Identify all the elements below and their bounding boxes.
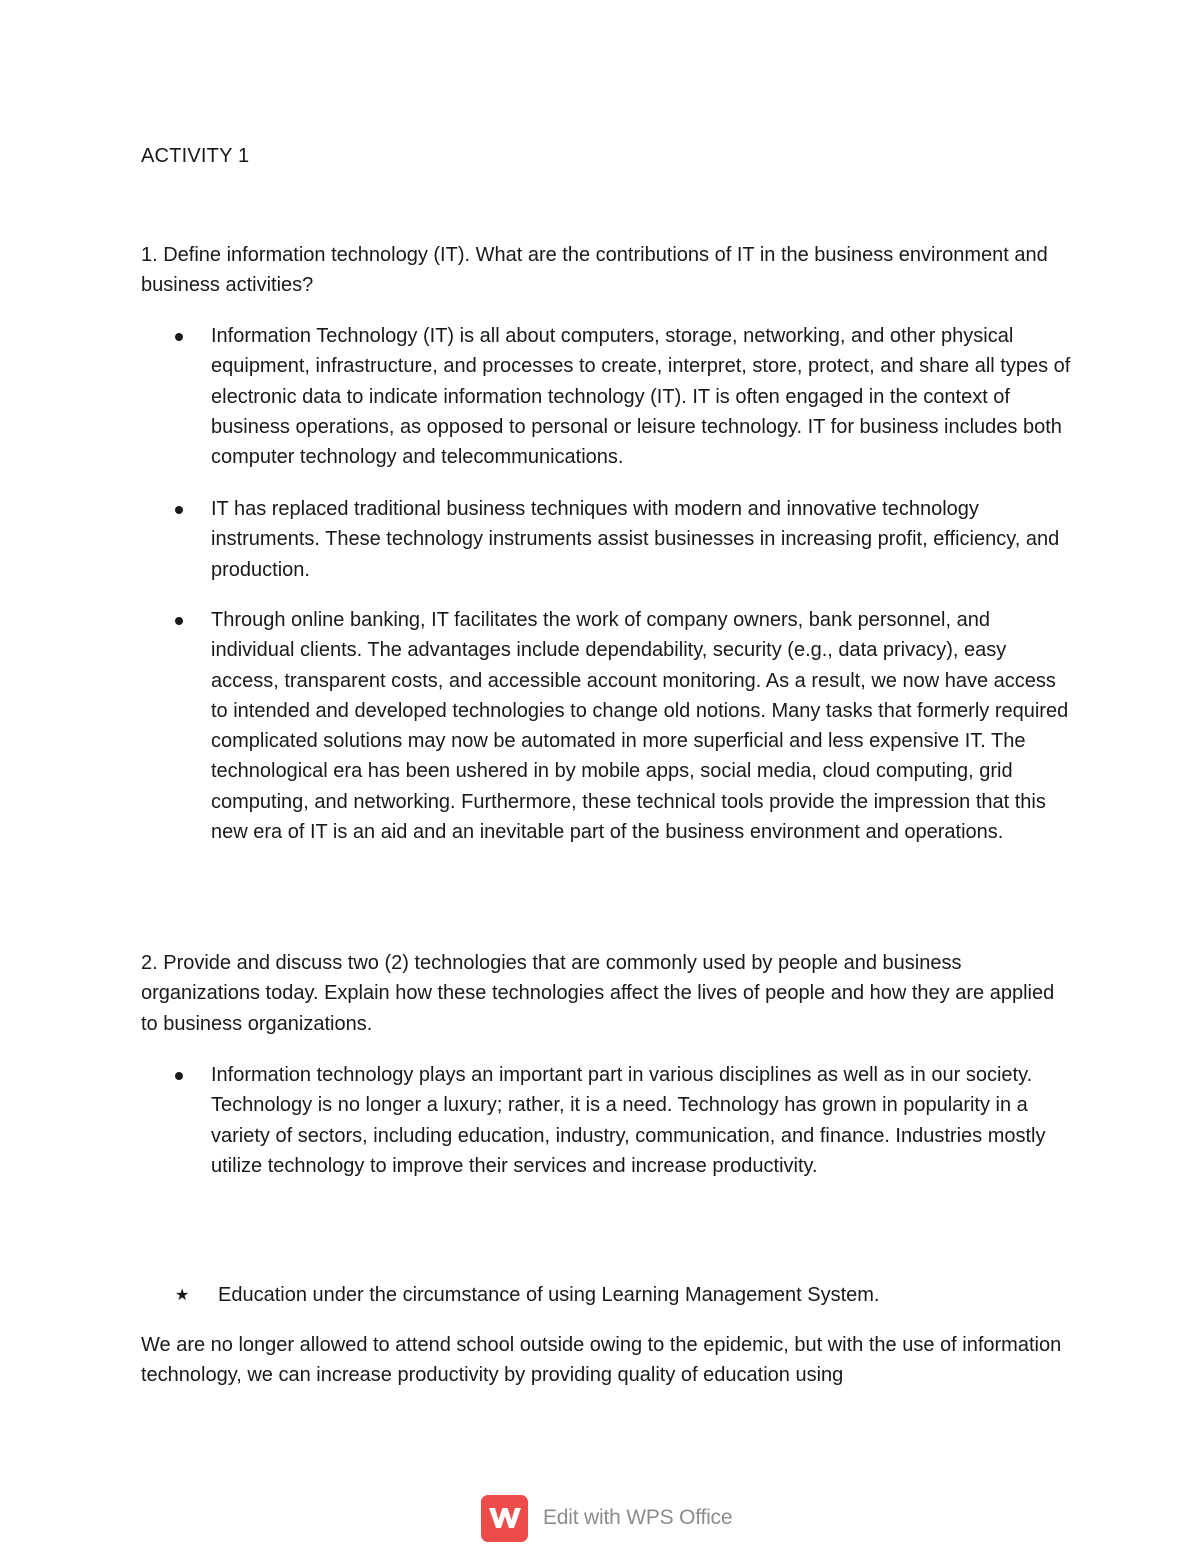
question-2: 2. Provide and discuss two (2) technologies that are commonly used by people and business organizations today. Explain how these technologies affect the lives of people and how they are applied to business organizations. — [141, 952, 1055, 1035]
star-bullet-icon: ★ — [175, 1285, 190, 1304]
list-item — [211, 605, 1071, 847]
closing-paragraph: We are no longer allowed to attend school outside owing to the epidemic, but with the use of information technology, we can increase productivity by providing quality of education using — [141, 1334, 1062, 1387]
question-1: 1. Define information technology (IT). What are the contributions of IT in the business environment and business activities? — [141, 244, 1048, 297]
list-item — [211, 1060, 1071, 1181]
star-list-item — [175, 1280, 1078, 1310]
wps-w-icon — [481, 1495, 528, 1542]
list-item — [211, 321, 1071, 472]
bullet-icon — [175, 1072, 183, 1080]
wps-watermark-label: Edit with WPS Office — [543, 1506, 733, 1529]
list-item-text: Information technology plays an important part in various disciplines as well as in our society. Technology is no longer a luxury; rather, it is a need. Technology has grown in popularity in a variety of sectors, including education, industry, communication, and finance. Industries mostly utilize technology to improve their services and increase productivity. — [211, 1064, 1046, 1177]
star-list-item-text: Education under the circumstance of using Learning Management System. — [218, 1284, 880, 1306]
document-title: ACTIVITY 1 — [141, 145, 250, 167]
wps-watermark[interactable] — [481, 1492, 732, 1544]
bullet-icon — [175, 506, 183, 514]
list-item-text: IT has replaced traditional business techniques with modern and innovative technology instruments. These technology instruments assist businesses in increasing profit, efficiency, and production. — [211, 498, 1060, 581]
bullet-icon — [175, 333, 183, 341]
list-item-text: Information Technology (IT) is all about computers, storage, networking, and other physical equipment, infrastructure, and processes to create, interpret, store, protect, and share all types of electronic data to indicate information technology (IT). IT is often engaged in the context of business operations, as opposed to personal or leisure technology. IT for business includes both computer technology and telecommunications. — [211, 325, 1071, 469]
list-item — [211, 494, 1071, 585]
bullet-icon — [175, 617, 183, 625]
list-item-text: Through online banking, IT facilitates the work of company owners, bank personnel, and individual clients. The advantages include dependability, security (e.g., data privacy), easy access, transparent costs, and accessible account monitoring. As a result, we now have access to intended and developed technologies to change old notions. Many tasks that formerly required complicated solutions may now be automated in more superficial and less expensive IT. The technological era has been ushered in by mobile apps, social media, cloud computing, grid computing, and networking. Furthermore, these technical tools provide the impression that this new era of IT is an aid and an inevitable part of the business environment and operations. — [211, 609, 1069, 844]
